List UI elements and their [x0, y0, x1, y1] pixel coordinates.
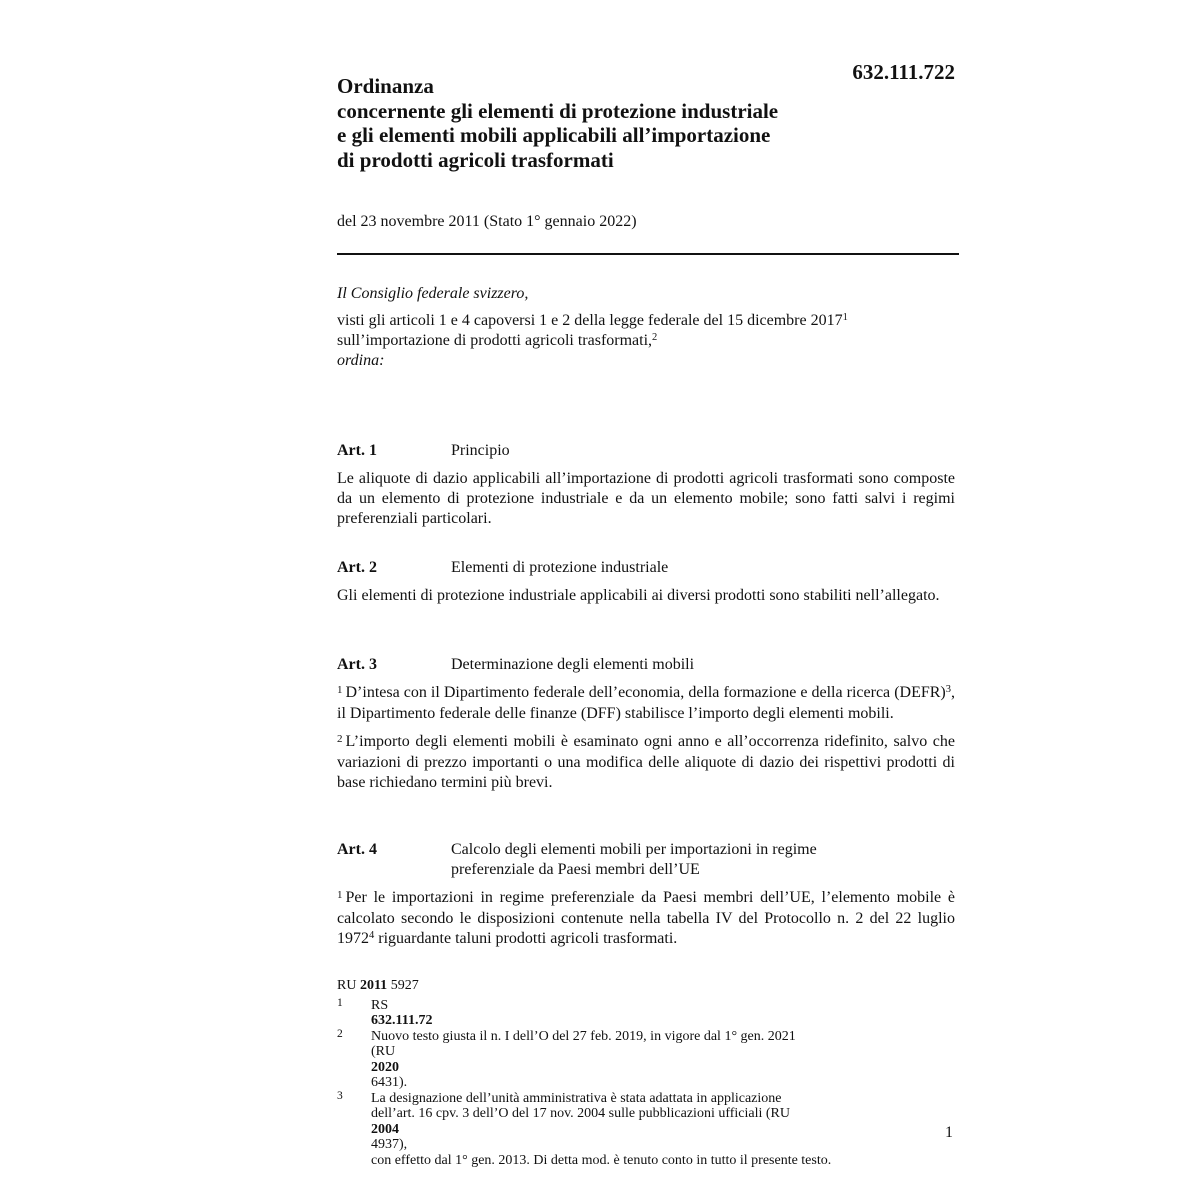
article-title: Elementi di protezione industriale: [451, 559, 669, 576]
preamble-legal-basis: visti gli articoli 1 e 4 capoversi 1 e 2 della legge federale del 15 dicembre 2017$^1$ sull’importazione di prodotti agricoli trasformati,$^2$: [337, 312, 848, 349]
paragraph-number: 2: [337, 733, 343, 745]
footnote-number: 2: [337, 1027, 343, 1040]
article-paragraph: Gli elementi di protezione industriale applicabili ai diversi prodotti sono stabiliti nell’allegato.: [337, 587, 940, 604]
paragraph-number: 1: [337, 684, 343, 696]
title-line: Ordinanza: [337, 74, 434, 98]
document-page: [337, 0, 955, 1200]
footnote-3: 3 La designazione dell’unità amministrativa è stata adattata in applicazione dell’art. 16 cpv. 3 dell’O del 17 nov. 2004 sulle pubblicazioni ufficiali (RU 2004 4937), con effetto dal 1° gen. 2013. Di detta mod. è tenuto conto in tutto il presente testo.: [337, 1089, 832, 1168]
article-title: Determinazione degli elementi mobili: [451, 656, 695, 673]
article-1: [337, 441, 955, 529]
footnote-ref-1[interactable]: 1: [842, 312, 848, 323]
article-number: Art. 1: [337, 442, 377, 459]
footnote-1: 1 RS 632.111.72: [337, 996, 433, 1028]
article-paragraph: $^1$ Per le importazioni in regime preferenziale da Paesi membri dell’UE, l’elemento mobile è calcolato secondo le disposizioni contenute nella tabella IV del Protocollo n. 2 del 22 luglio 1972$^4$ riguardante taluni prodotti agricoli trasformati.: [337, 889, 955, 947]
preamble-enacting-clause: ordina:: [337, 352, 385, 369]
footnote-2: 2 Nuovo testo giusta il n. I dell’O del 27 feb. 2019, in vigore dal 1° gen. 2021 (RU 2020 6431).: [337, 1027, 796, 1090]
footnote-number: 3: [337, 1089, 343, 1102]
article-paragraph: Le aliquote di dazio applicabili all’importazione di prodotti agricoli trasformati sono composte da un elemento di protezione industriale e da un elemento mobile; sono fatti salvi i regimi preferenziali particolari.: [337, 470, 955, 527]
article-number: Art. 4: [337, 841, 377, 858]
footnote-ref-4[interactable]: 4: [369, 930, 375, 941]
article-4: [337, 840, 955, 949]
preamble: [337, 284, 955, 371]
footnote-ref-2[interactable]: 2: [652, 332, 658, 343]
paragraph-number: 1: [337, 889, 343, 901]
title-line: concernente gli elementi di protezione industriale: [337, 98, 779, 123]
title-line: di prodotti agricoli trasformati: [337, 147, 614, 172]
article-number: Art. 2: [337, 559, 377, 576]
article-paragraph: $^2$ L’importo degli elementi mobili è esaminato ogni anno e all’occorrenza ridefinito, salvo che variazioni di prezzo importanti o una modifica delle aliquote di dazio dei rispettivi prodotti di base richiedano termini più brevi.: [337, 733, 955, 791]
article-title: Principio: [451, 442, 510, 459]
footnote-link[interactable]: 632.111.72: [371, 1013, 433, 1028]
document-date: del 23 novembre 2011 (Stato 1° gennaio 2022): [337, 213, 637, 230]
preamble-authority: Il Consiglio federale svizzero,: [337, 285, 529, 302]
article-2: [337, 558, 955, 606]
document-title: [337, 74, 778, 172]
article-3: [337, 655, 955, 793]
official-compilation-ref: RU 2011 5927: [337, 978, 419, 993]
article-number: Art. 3: [337, 656, 377, 673]
article-title: Calcolo degli elementi mobili per importazioni in regime preferenziale da Paesi membri dell’UE: [451, 841, 817, 878]
footnote-ref-3[interactable]: 3: [945, 684, 951, 695]
footnotes: [337, 978, 955, 1168]
footnote-number: 1: [337, 996, 343, 1009]
page-number: 1: [945, 1124, 953, 1141]
footnote-link[interactable]: 2020: [371, 1059, 399, 1075]
title-line: e gli elementi mobili applicabili all’importazione: [337, 123, 771, 147]
header-divider: [337, 253, 959, 255]
sr-number: 632.111.722: [852, 60, 955, 84]
footnote-link[interactable]: 2004: [371, 1121, 399, 1137]
article-paragraph: $^1$ D’intesa con il Dipartimento federale dell’economia, della formazione e della ricerca (DEFR)$^3$, il Dipartimento federale delle finanze (DFF) stabilisce l’importo degli elementi mobili.: [337, 684, 955, 722]
